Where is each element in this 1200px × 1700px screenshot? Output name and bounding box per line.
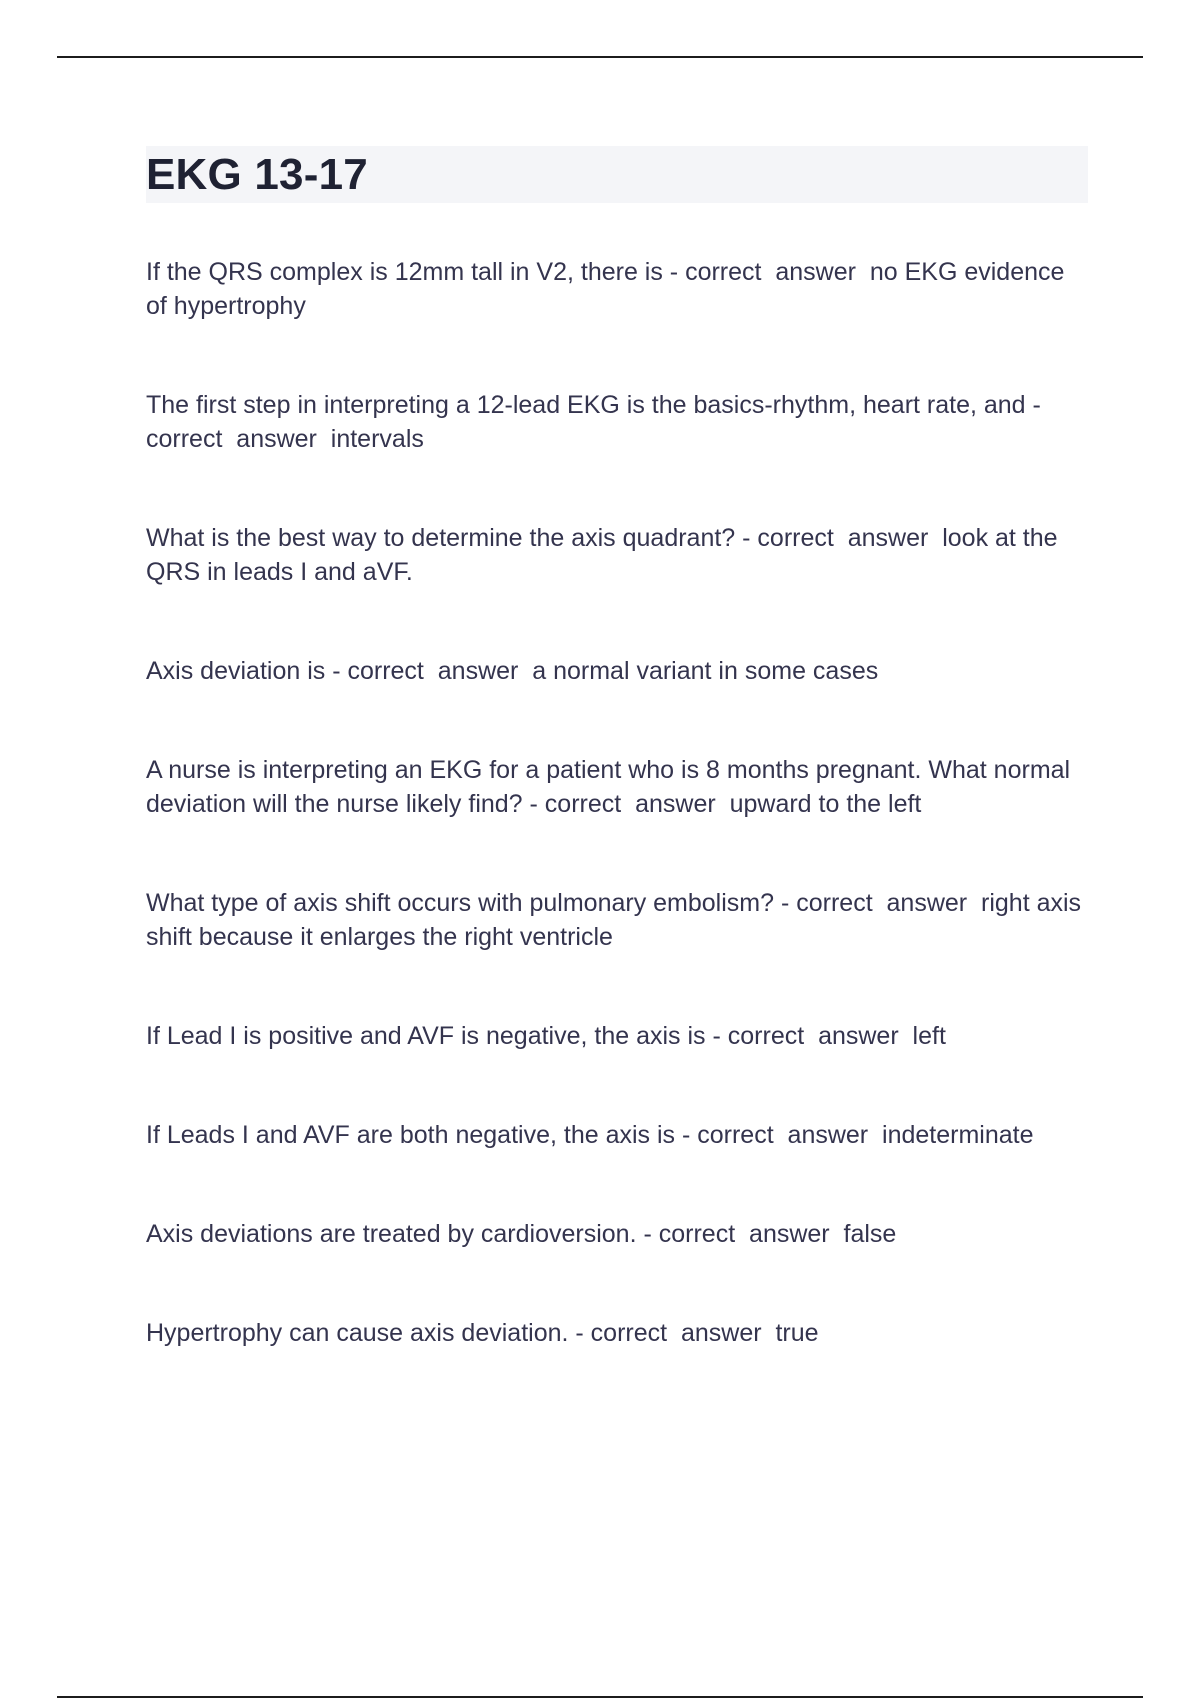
bottom-divider <box>57 1696 1143 1698</box>
title-band <box>146 146 1088 203</box>
qa-item: If the QRS complex is 12mm tall in V2, there is - correct answer no EKG evidence of hypertrophy <box>146 258 1072 320</box>
document-content <box>146 146 1088 1415</box>
qa-item: The first step in interpreting a 12-lead EKG is the basics-rhythm, heart rate, and - correct answer intervals <box>146 391 1048 453</box>
qa-item: What type of axis shift occurs with pulmonary embolism? - correct answer right axis shift because it enlarges the right ventricle <box>146 889 1088 951</box>
qa-item: Axis deviation is - correct answer a normal variant in some cases <box>146 657 879 685</box>
document-title: EKG 13-17 <box>146 149 368 199</box>
qa-item: Hypertrophy can cause axis deviation. - correct answer true <box>146 1319 819 1347</box>
qa-item: What is the best way to determine the axis quadrant? - correct answer look at the QRS in leads I and aVF. <box>146 524 1065 586</box>
qa-item: Axis deviations are treated by cardioversion. - correct answer false <box>146 1220 897 1248</box>
top-divider <box>57 56 1143 58</box>
qa-item: If Leads I and AVF are both negative, the axis is - correct answer indeterminate <box>146 1121 1034 1149</box>
qa-item: If Lead I is positive and AVF is negative, the axis is - correct answer left <box>146 1022 946 1050</box>
qa-item: A nurse is interpreting an EKG for a patient who is 8 months pregnant. What normal deviation will the nurse likely find? - correct answer upward to the left <box>146 756 1078 818</box>
qa-list <box>146 255 1088 1350</box>
